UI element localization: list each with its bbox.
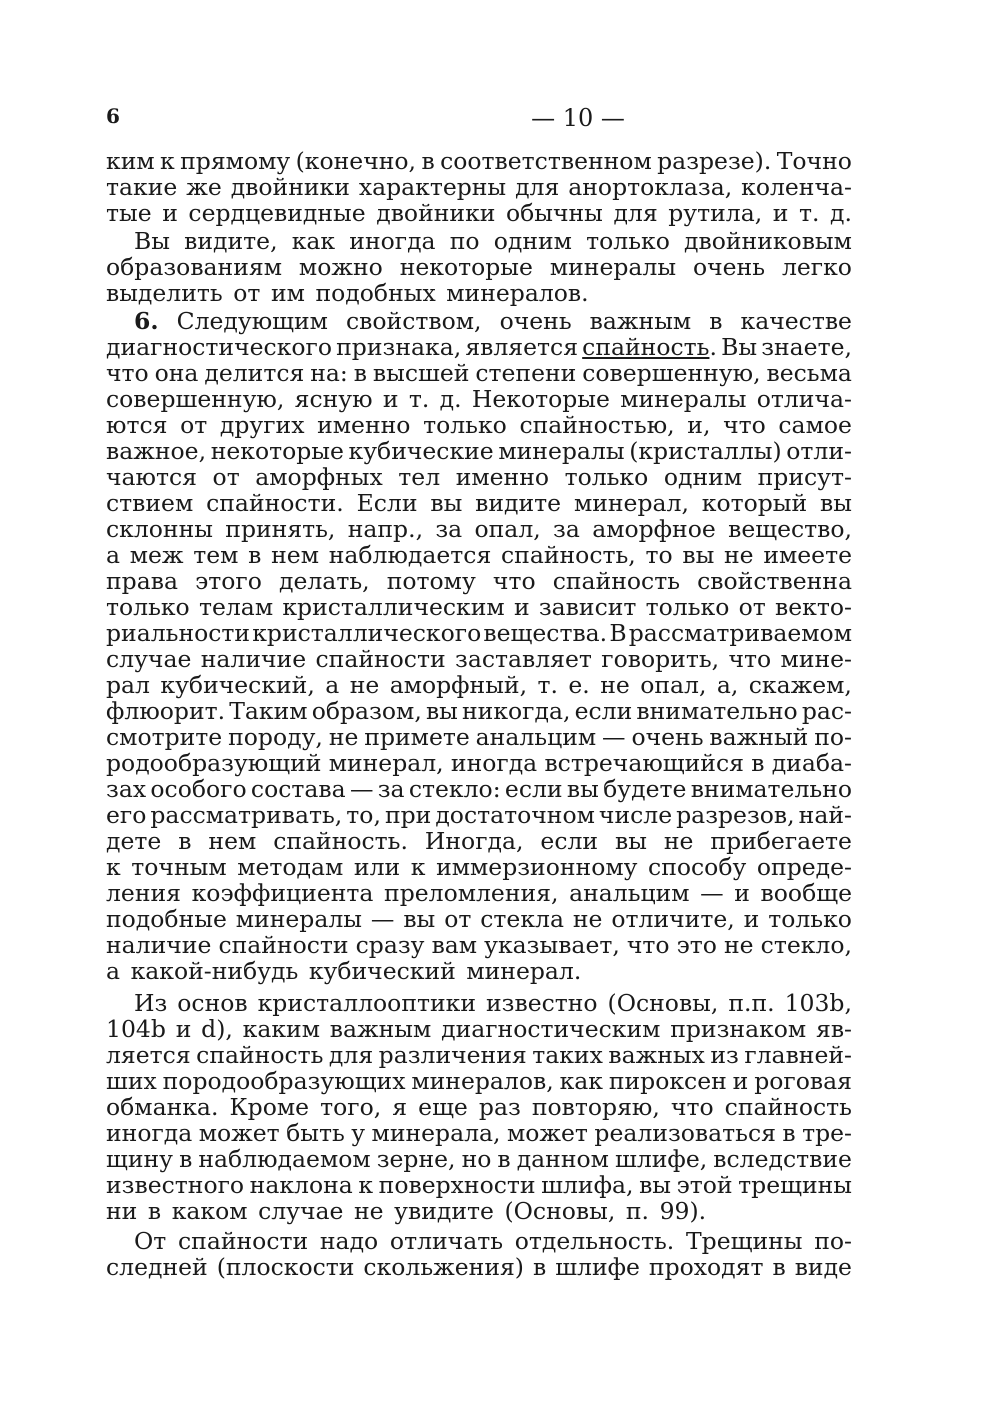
text-line: 6. Следующим свойством, очень важным в качестве <box>134 307 852 335</box>
page-header <box>106 104 852 138</box>
text-line: к точным методам или к иммерзионному способу опреде- <box>106 853 852 881</box>
section-marker: 6. <box>134 307 159 335</box>
text-line: выделить от им подобных минералов. <box>106 279 589 307</box>
text-line: ствием спайности. Если вы видите минерал, который вы <box>106 489 852 517</box>
text-line: Вы видите, как иногда по одним только двойниковым <box>134 227 852 255</box>
text-line: смотрите породу, не примете анальцим — очень важный по- <box>106 723 852 751</box>
section-number: 6 <box>106 104 120 128</box>
text-line: ляется спайность для различения таких важных из главней- <box>106 1041 852 1069</box>
text-line: ются от других именно только спайностью, и, что самое <box>106 411 852 439</box>
text-line: что она делится на: в высшей степени совершенную, весьма <box>106 359 852 387</box>
text-line: образованиям можно некоторые минералы очень легко <box>106 253 852 281</box>
text-line: его рассматривать, то, при достаточном числе разрезов, най- <box>106 801 852 829</box>
text-line: Из основ кристаллооптики известно (Основы, п.п. 103b, <box>134 989 852 1017</box>
text-line: известного наклона к поверхности шлифа, вы этой трещины <box>106 1171 852 1199</box>
text-line: такие же двойники характерны для анортоклаза, коленча- <box>106 173 852 201</box>
text-line: обманка. Кроме того, я еще раз повторяю, что спайность <box>106 1093 852 1121</box>
text-line: ни в каком случае не увидите (Основы, п. 99). <box>106 1197 707 1225</box>
text-line: флюорит. Таким образом, вы никогда, если внимательно рас- <box>106 697 852 725</box>
text-line: ших породообразующих минералов, как пироксен и роговая <box>106 1067 852 1095</box>
page-number: — 10 — <box>531 104 625 132</box>
text-line: только телам кристаллическим и зависит только от векто- <box>106 593 852 621</box>
text-line: иногда может быть у минерала, может реализоваться в тре- <box>106 1119 852 1147</box>
text-line: ким к прямому (конечно, в соответственном разрезе). Точно <box>106 147 852 175</box>
text-line: 104b и d), каким важным диагностическим признаком яв- <box>106 1015 852 1043</box>
text-line: ления коэффициента преломления, анальцим — и вообще <box>106 879 852 907</box>
text-line: следней (плоскости скольжения) в шлифе проходят в виде <box>106 1253 852 1281</box>
text-line: случае наличие спайности заставляет говорить, что мине- <box>106 645 852 673</box>
text-line: а какой-нибудь кубический минерал. <box>106 957 582 985</box>
underlined-term: спайность <box>582 333 710 361</box>
text-line: важное, некоторые кубические минералы (кристаллы) отли- <box>106 437 852 465</box>
text-line: риальности кристаллического вещества. В рассматриваемом <box>106 619 852 647</box>
text-line: рал кубический, а не аморфный, т. е. не опал, а, скажем, <box>106 671 852 699</box>
text-line: а меж тем в нем наблюдается спайность, то вы не имеете <box>106 541 852 569</box>
text-line: подобные минералы — вы от стекла не отличите, и только <box>106 905 852 933</box>
text-line: щину в наблюдаемом зерне, но в данном шлифе, вследствие <box>106 1145 852 1173</box>
text-line: родообразующий минерал, иногда встречающийся в диаба- <box>106 749 852 777</box>
text-line: чаются от аморфных тел именно только одним присут- <box>106 463 852 491</box>
text-line: От спайности надо отличать отдельность. Трещины по- <box>134 1227 852 1255</box>
text-line: тые и сердцевидные двойники обычны для рутила, и т. д. <box>106 199 852 227</box>
text-line: диагностического признака, является спайность. Вы знаете, <box>106 333 852 361</box>
text-line: зах особого состава — за стекло: если вы будете внимательно <box>106 775 852 803</box>
text-line: совершенную, ясную и т. д. Некоторые минералы отлича- <box>106 385 852 413</box>
text-line: права этого делать, потому что спайность свойственна <box>106 567 852 595</box>
text-line: наличие спайности сразу вам указывает, что это не стекло, <box>106 931 852 959</box>
text-line: дете в нем спайность. Иногда, если вы не прибегаете <box>106 827 852 855</box>
text-line: склонны принять, напр., за опал, за аморфное вещество, <box>106 515 852 543</box>
